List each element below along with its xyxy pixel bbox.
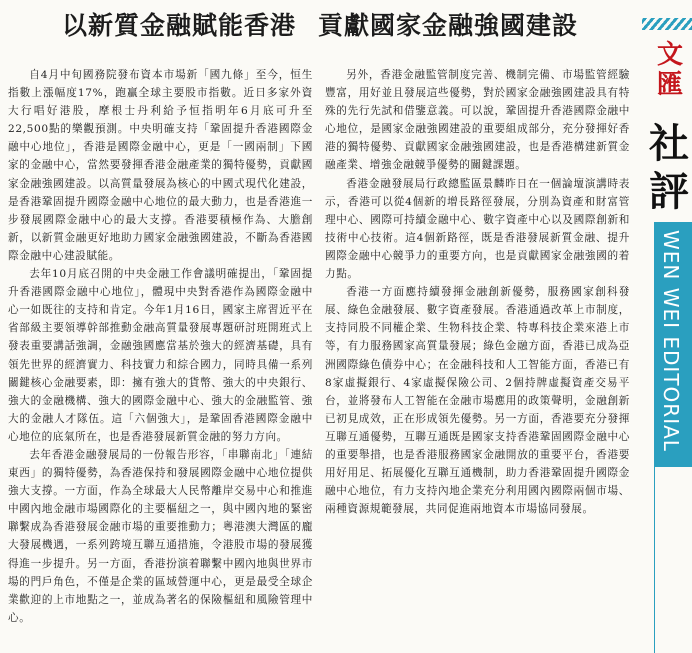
section-title (646, 120, 692, 216)
headline-part-2: 貢獻國家金融強國建設 (318, 11, 579, 40)
editorial-sidebar (640, 0, 692, 653)
headline-part-1: 以新質金融賦能香港 (61, 11, 296, 40)
paragraph: 香港一方面應持續發揮金融創新優勢，服務國家創科發展、綠色金融發展、數字資產發展。香港通過改革上市制度，支持同股不同權企業、生物科技企業、特專科技企業來港上市等，有力服務國家高質量發展；綠色金融方面，香港已成為亞洲國際綠色債券中心；在金融科技和人工智能方面，香港已有8家虛擬銀行、4家虛擬保險公司、2個持牌虛擬資產交易平台，並將發布人工智能在金融市場應用的政策聲明，金融創新已初見成效，正在形成領先優勢。另一方面，香港要充分發揮互聯互通優勢，互聯互通既是國家支持香港鞏固國際金融中心的重要舉措，也是香港服務國家金融開放的重要平台，香港要用好用足、拓展優化互聯互通機制，助力香港鞏固提升國際金融中心地位，有力支持內地企業充分利用國內國際兩個市場、兩種資源規範發展，共同促進兩地資本市場協同發展。 (325, 286, 630, 516)
sidebar-rule (654, 467, 692, 653)
editorial-body (8, 66, 630, 650)
section-title-char-ping: 評 (649, 168, 689, 215)
brand-char-wen: 文 (656, 40, 683, 70)
paragraph: 香港金融發展局行政總監區景麟昨日在一個論壇演講時表示，香港可以從4個新的增長路徑發展，分別為資產和財富管理中心、國際可持續金融中心、數字資產中心以及國際創新和技術中心技術。這4個新路徑，既是香港發展新質金融、提升國際金融中心競爭力的重要方向，也是貢獻國家金融強國的着力點。 (325, 177, 630, 281)
section-title-char-she: 社 (649, 120, 689, 167)
paragraph: 去年香港金融發展局的一份報告形容，「串聯南北」「連結東西」的獨特優勢，為香港保持和發展國際金融中心地位提供強大支撐。一方面，作為全球最大人民幣離岸交易中心和推進中國內地金融市場國際化的主要樞紐之一，與中國內地的緊密聯繫成為香港發展金融市場的重要推動力；粵港澳大灣區的龐大發展機遇，一系列跨境互聯互通措施，令港股市場的發展獲得進一步提升。另一方面，香港扮演着聯繫中國內地與世界市場的門戶角色，不僅是企業的區域營運中心，更是最受全球企業歡迎的上市地點之一，並成為著名的保險樞紐和風險管理中心。 (8, 448, 313, 624)
brand-char-wei: 匯 (656, 70, 683, 100)
paragraph: 去年10月底召開的中央金融工作會議明確提出，「鞏固提升香港國際金融中心地位」，體現中央對香港作為國際金融中心一如既往的支持和肯定。今年1月16日，國家主席習近平在省部級主要領導幹部推動金融高質量發展專題研討班開班式上發表重要講話強調，金融強國應當基於強大的經濟基礎，具有領先世界的經濟實力、科技實力和綜合國力，同時具備一系列關鍵核心金融要素，即：擁有強大的貨幣、強大的中央銀行、強大的金融機構、強大的國際金融中心、強大的金融監管、強大的金融人才隊伍。這「六個強大」，是鞏固香港國際金融中心地位的底氣所在，也是香港發展新質金融的努力方向。 (8, 268, 313, 443)
wenwei-brand-logo (648, 40, 692, 100)
english-section-label: WEN WEI EDITORIAL (659, 230, 683, 452)
headline (0, 6, 640, 42)
decorative-stripes (642, 18, 692, 30)
paragraph: 另外，香港金融監管制度完善、機制完備、市場監管經驗豐富，用好並且發展這些優勢，對於國家金融強國建設具有特殊的先行先試和借鑒意義。可以說，鞏固提升香港國際金融中心地位，是國家金融強國建設的重要組成部分，充分發揮好香港的獨特優勢、貢獻國家金融強國建設，也是香港構建新質金融產業、增強金融競爭優勢的關鍵課題。 (325, 69, 630, 172)
paragraph: 自4月中旬國務院發布資本市場新「國九條」至今，恒生指數上漲幅度17%，跑贏全球主要股市指數。近日多家外資大行唱好港股，摩根士丹利給予恒指明年6月底可升至22,500點的樂觀預測。中央明確支持「鞏固提升香港國際金融中心地位」，香港是國際金融中心，更是「一國兩制」下國家的金融中心，當然要發揮香港金融產業的獨特優勢，貢獻國家金融強國建設。以高質量發展為核心的中國式現代化建設，是香港鞏固提升國際金融中心地位的最大動力，也是香港進一步發展國際金融中心的最大支撐。香港要積極作為、大膽創新，以新質金融更好地助力國家金融強國建設，不斷為香港國際金融中心建設賦能。 (8, 69, 313, 262)
